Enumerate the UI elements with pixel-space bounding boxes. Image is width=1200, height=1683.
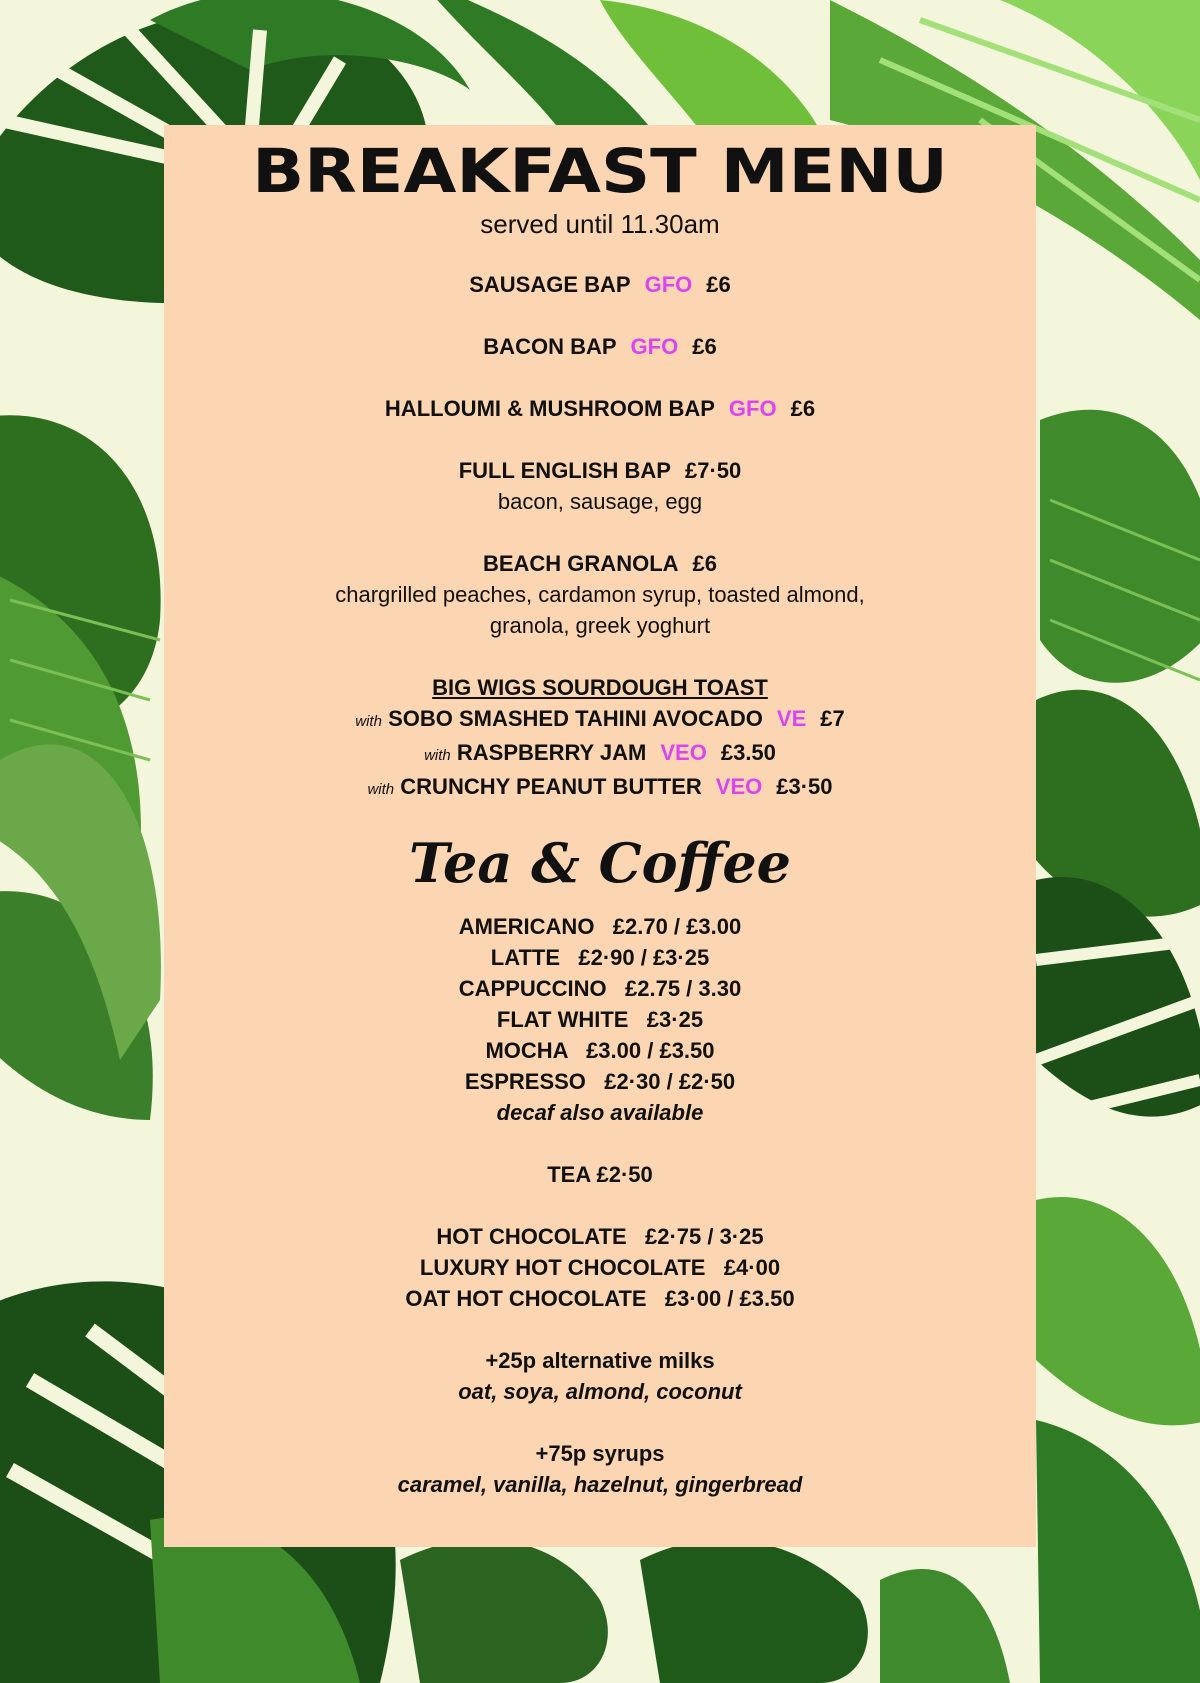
toast-option (164, 737, 1036, 771)
coffee-item: CAPPUCCINO £2.75 / 3.30 (458, 976, 742, 1001)
toast-option (164, 771, 1036, 805)
chocolate-item: LUXURY HOT CHOCOLATE £4·00 (419, 1255, 781, 1280)
item-price: £3·50 (776, 774, 833, 799)
service-hours: served until 11.30am (480, 209, 720, 239)
item-name: BACON BAP (483, 334, 617, 359)
item-price: £7 (820, 706, 845, 731)
page-title: BREAKFAST MENU (252, 136, 948, 207)
item-price: £7·50 (684, 458, 742, 483)
milks-list: oat, soya, almond, coconut (458, 1379, 742, 1404)
menu-card (164, 125, 1036, 1547)
with-label: with (355, 713, 382, 730)
item-price: £6 (706, 272, 731, 297)
with-label: with (367, 781, 395, 798)
menu-item-full-english (164, 455, 1036, 486)
item-price: £6 (692, 551, 718, 576)
menu-item-granola (164, 548, 1036, 579)
coffee-item: MOCHA £3.00 / £3.50 (485, 1038, 715, 1063)
with-label: with (424, 747, 451, 764)
coffee-item: LATTE £2·90 / £3·25 (490, 945, 710, 970)
item-price: £6 (692, 334, 717, 359)
syrups-list: caramel, vanilla, hazelnut, gingerbread (397, 1472, 803, 1497)
tea-item: TEA £2·50 (547, 1162, 653, 1187)
item-description: chargrilled peaches, cardamon syrup, toasted almond, (335, 582, 865, 607)
menu-item-bacon-bap (164, 331, 1036, 362)
item-name: BEACH GRANOLA (482, 551, 679, 576)
item-name: FULL ENGLISH BAP (458, 458, 671, 483)
chocolate-item: OAT HOT CHOCOLATE £3·00 / £3.50 (405, 1286, 795, 1311)
dietary-tag: VE (776, 706, 807, 731)
menu-item-halloumi-bap (164, 393, 1036, 424)
dietary-tag: GFO (630, 334, 679, 359)
item-name: HALLOUMI & MUSHROOM BAP (384, 396, 715, 421)
drinks-heading: Tea & Coffee (408, 831, 792, 895)
coffee-item: FLAT WHITE £3·25 (496, 1007, 704, 1032)
decaf-note: decaf also available (496, 1100, 704, 1125)
item-name: SOBO SMASHED TAHINI AVOCADO (388, 706, 763, 731)
item-name: RASPBERRY JAM (456, 740, 647, 765)
coffee-item: ESPRESSO £2·30 / £2·50 (464, 1069, 736, 1094)
coffee-item: AMERICANO £2.70 / £3.00 (458, 914, 742, 939)
chocolate-item: HOT CHOCOLATE £2·75 / 3·25 (436, 1224, 764, 1249)
dietary-tag: VEO (715, 774, 763, 799)
item-description: bacon, sausage, egg (497, 489, 703, 514)
item-description: granola, greek yoghurt (489, 613, 711, 638)
milks-label: +25p alternative milks (485, 1348, 715, 1373)
item-name: SAUSAGE BAP (469, 272, 631, 297)
dietary-tag: GFO (728, 396, 777, 421)
item-name: CRUNCHY PEANUT BUTTER (400, 774, 702, 799)
item-price: £3.50 (720, 740, 776, 765)
syrups-label: +75p syrups (535, 1441, 665, 1466)
toast-option (164, 703, 1036, 737)
item-price: £6 (790, 396, 816, 421)
dietary-tag: GFO (644, 272, 693, 297)
toast-heading: BIG WIGS SOURDOUGH TOAST (432, 675, 768, 700)
dietary-tag: VEO (660, 740, 707, 765)
menu-item-sausage-bap (164, 269, 1036, 300)
